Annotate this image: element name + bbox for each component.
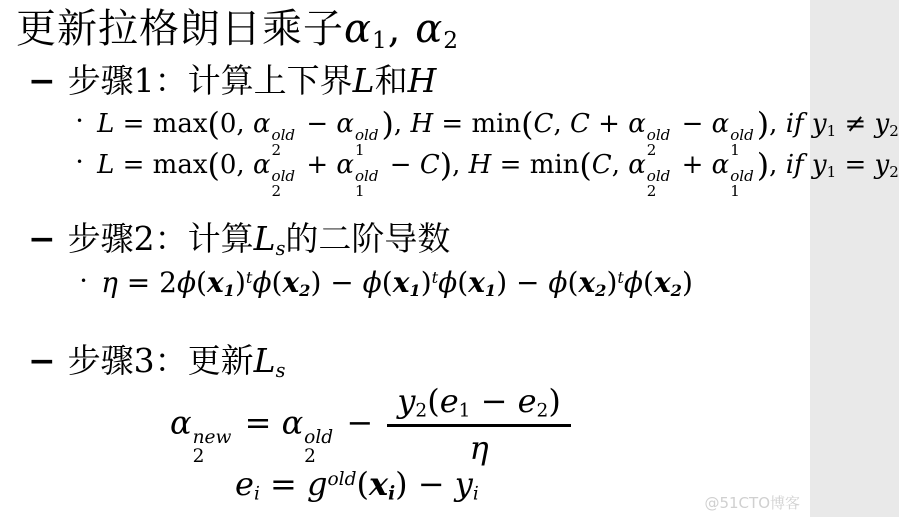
bullet-marker: • bbox=[80, 274, 88, 289]
bullet-marker: • bbox=[76, 155, 84, 170]
formula-bounds-eq: L = max(0, α old 2 + α old 1 − C), H = min(C, α old 2 + α old 1 ), if $y_1 = y_2$ bbox=[97, 148, 899, 201]
formula-alpha2-update: α new 2 = α old 2 − $\frac{y_2(e_1 - e_2)}{\eta}$ bbox=[170, 383, 575, 467]
step3-heading bbox=[28, 340, 285, 381]
step3-heading-text: 步骤3：更新$L_s$ bbox=[67, 341, 286, 382]
step1-heading-text: 步骤1：计算上下界L和H bbox=[67, 61, 437, 100]
slide-title: 更新拉格朗日乘子$\alpha_1$, $\alpha_2$ bbox=[16, 6, 459, 54]
step2-heading bbox=[28, 218, 450, 259]
bullet-marker: • bbox=[76, 114, 84, 129]
watermark: @51CTO博客 bbox=[704, 494, 800, 512]
formula-bounds-neq: L = max(0, α old 2 − α old 1 ), H = min(C, C + α old 2 − α old 1 ), if $y_1 \ne y_2$ bbox=[97, 107, 899, 160]
dash-marker: − bbox=[28, 341, 56, 380]
formula-eta: $\eta = 2\phi(x_1)^t\phi(x_2) - \phi(x_1)^t\phi(x_1) - \phi(x_2)^t\phi(x_2)$ bbox=[101, 266, 693, 301]
step1-heading bbox=[28, 60, 436, 101]
step2-heading-text: 步骤2：计算$L_s$的二阶导数 bbox=[67, 219, 451, 260]
step1-bullet-2 bbox=[76, 149, 899, 200]
dash-marker: − bbox=[28, 219, 56, 258]
formula-error-term: $e_i = g^{old}(x_i) - y_i$ bbox=[235, 465, 479, 505]
dash-marker: − bbox=[28, 61, 56, 100]
step2-bullet-1 bbox=[80, 265, 693, 300]
